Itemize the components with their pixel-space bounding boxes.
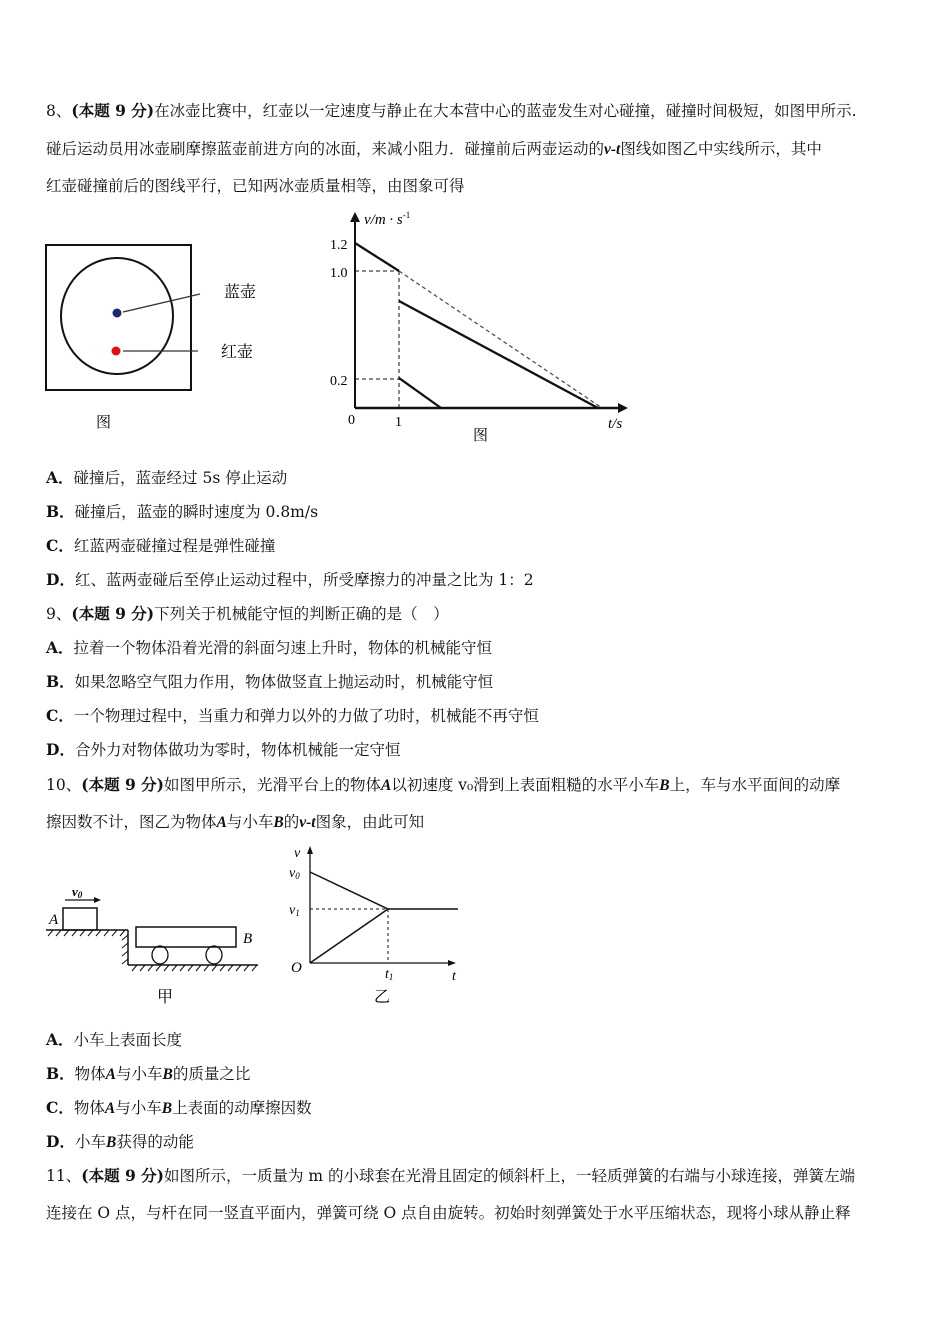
variable: B bbox=[659, 777, 670, 794]
option-text: 的质量之比 bbox=[172, 1065, 251, 1083]
question-score: (本题 9 分) bbox=[81, 1166, 164, 1185]
q10-option-d[interactable] bbox=[46, 1132, 194, 1153]
blue-leader-line bbox=[123, 294, 200, 312]
cart-b bbox=[136, 927, 236, 947]
red-stone-before-line bbox=[355, 243, 399, 271]
figure-caption: 乙 bbox=[374, 989, 391, 1006]
x-axis-arrow bbox=[618, 403, 628, 413]
block-a bbox=[63, 908, 97, 930]
figure-caption: 图 bbox=[473, 428, 489, 444]
q10-option-a[interactable] bbox=[46, 1030, 182, 1050]
y-tick-1.2: 1.2 bbox=[330, 238, 348, 253]
rink-square bbox=[46, 245, 191, 390]
q8-option-d[interactable] bbox=[46, 570, 534, 590]
variable: v-t bbox=[604, 141, 621, 158]
red-stone bbox=[112, 347, 121, 356]
question-score: (本题 9 分) bbox=[81, 775, 164, 794]
q9-stem bbox=[46, 604, 449, 624]
q10-stem-line1 bbox=[46, 775, 840, 796]
q8-option-a[interactable] bbox=[46, 468, 287, 488]
y-axis-arrow bbox=[350, 212, 360, 222]
t1-tick: t1 bbox=[385, 967, 394, 982]
y-tick-0.2: 0.2 bbox=[330, 374, 348, 389]
variable: B bbox=[162, 1066, 173, 1083]
q11-stem-line2: 连接在 O 点，与杆在同一竖直平面内，弹簧可绕 O 点自由旋转。初始时刻弹簧处于水平压缩状态，现将小球从静止释 bbox=[46, 1204, 851, 1222]
block-a-line bbox=[310, 872, 388, 909]
vt-graph-curling bbox=[330, 210, 628, 444]
x-tick-1: 1 bbox=[395, 415, 402, 430]
cart-wheel bbox=[206, 946, 222, 964]
stem-text: 如图所示，一质量为 m 的小球套在光滑且固定的倾斜杆上，一轻质弹簧的右端与小球连接，弹簧左端 bbox=[163, 1167, 856, 1185]
question-number: 8、 bbox=[46, 102, 72, 120]
option-text: 碰撞后，蓝壶经过 5s 停止运动 bbox=[73, 469, 288, 487]
q11-stem-line1 bbox=[46, 1166, 855, 1186]
question-score: (本题 9 分) bbox=[71, 604, 155, 623]
option-letter: B． bbox=[46, 672, 75, 691]
stem-text: 下列关于机械能守恒的判断正确的是（ ） bbox=[154, 605, 449, 623]
y-axis-label: $v/m \cdot s^{-1}$ bbox=[364, 210, 411, 228]
red-extension-dashed bbox=[399, 271, 602, 408]
question-number: 11、 bbox=[46, 1167, 82, 1185]
option-letter: B． bbox=[46, 502, 75, 521]
cart-wheel bbox=[152, 946, 168, 964]
variable: v-t bbox=[299, 814, 316, 831]
blue-stone-after-line bbox=[399, 301, 598, 408]
option-text: 红蓝两壶碰撞过程是弹性碰撞 bbox=[73, 537, 276, 555]
q10-option-b[interactable] bbox=[46, 1064, 250, 1085]
stem-text: 以初速度 v₀滑到上表面粗糙的水平小车 bbox=[391, 776, 660, 794]
option-text: 碰撞后，蓝壶的瞬时速度为 0.8m/s bbox=[74, 503, 319, 521]
question-number: 9、 bbox=[46, 605, 72, 623]
option-text: 红、蓝两壶碰后至停止运动过程中，所受摩擦力的冲量之比为 1：2 bbox=[74, 571, 534, 589]
blue-stone bbox=[113, 309, 122, 318]
option-text: 合外力对物体做功为零时，物体机械能一定守恒 bbox=[74, 741, 401, 759]
option-letter: D． bbox=[46, 740, 75, 759]
q10-stem-line2 bbox=[46, 812, 424, 833]
option-text: 物体 bbox=[74, 1065, 106, 1083]
stem-text: 上，车与水平面间的动摩 bbox=[669, 776, 841, 794]
stem-text: 如图甲所示，光滑平台上的物体 bbox=[163, 776, 381, 794]
q10-option-c[interactable] bbox=[46, 1098, 312, 1119]
stem-text: 擦因数不计，图乙为物体 bbox=[46, 813, 217, 831]
x-tick-0: 0 bbox=[348, 413, 355, 428]
variable: A bbox=[105, 1066, 116, 1083]
option-letter: D． bbox=[46, 570, 75, 589]
variable: B bbox=[161, 1100, 173, 1117]
block-cart-figure bbox=[46, 884, 258, 1006]
q8-option-c[interactable] bbox=[46, 536, 275, 556]
option-letter: C． bbox=[46, 1098, 74, 1117]
stem-text: 碰后运动员用冰壶刷摩擦蓝壶前进方向的冰面，来减小阻力．碰撞前后两壶运动的 bbox=[46, 140, 605, 158]
option-letter: B． bbox=[46, 1064, 75, 1083]
q9-option-c[interactable] bbox=[46, 706, 539, 726]
q8-option-b[interactable] bbox=[46, 502, 318, 522]
variable: A bbox=[381, 777, 392, 794]
blue-stone-label: 蓝壶 bbox=[224, 284, 257, 301]
red-stone-label: 红壶 bbox=[221, 344, 254, 361]
origin-label: O bbox=[291, 960, 302, 976]
variable: B bbox=[273, 814, 284, 831]
v0-tick: v0 bbox=[289, 866, 300, 881]
stem-text: 的 bbox=[283, 813, 300, 831]
q9-option-a[interactable] bbox=[46, 638, 492, 658]
option-letter: D． bbox=[46, 1132, 75, 1151]
stem-text: 与小车 bbox=[226, 813, 274, 831]
question-score: (本题 9 分) bbox=[71, 101, 155, 120]
x-axis-label: t bbox=[452, 969, 456, 984]
stem-text: 图象，由此可知 bbox=[315, 813, 425, 831]
option-text: 小车上表面长度 bbox=[73, 1031, 183, 1049]
option-text: 小车 bbox=[74, 1133, 106, 1151]
curling-house-figure bbox=[46, 245, 256, 431]
y-tick-1.0: 1.0 bbox=[330, 266, 348, 281]
option-text: 一个物理过程中，当重力和弹力以外的力做了功时，机械能不再守恒 bbox=[73, 707, 539, 725]
label-b: B bbox=[243, 931, 253, 947]
figure-caption: 甲 bbox=[157, 989, 174, 1006]
vt-graph-block-cart bbox=[289, 846, 458, 1006]
variable: A bbox=[216, 814, 227, 831]
v1-tick: v1 bbox=[289, 903, 300, 918]
red-stone-after-line bbox=[399, 378, 441, 408]
option-letter: A． bbox=[46, 1030, 74, 1049]
option-text: 物体 bbox=[73, 1099, 105, 1117]
q9-option-d[interactable] bbox=[46, 740, 400, 760]
stem-text: 图线如图乙中实线所示，其中 bbox=[620, 140, 822, 158]
cart-b-line bbox=[310, 909, 388, 963]
y-axis-label: v bbox=[294, 846, 301, 861]
variable: B bbox=[105, 1134, 117, 1151]
option-text: 与小车 bbox=[115, 1099, 162, 1117]
option-text: 获得的动能 bbox=[116, 1133, 194, 1151]
option-letter: C． bbox=[46, 536, 74, 555]
q9-option-b[interactable] bbox=[46, 672, 493, 692]
option-letter: A． bbox=[46, 638, 74, 657]
figure-caption: 图 bbox=[96, 415, 112, 431]
q8-stem-line3: 红壶碰撞前后的图线平行，已知两冰壶质量相等，由图象可得 bbox=[46, 177, 465, 195]
question-number: 10、 bbox=[46, 776, 82, 794]
x-axis-label: t/s bbox=[608, 416, 623, 432]
option-text: 如果忽略空气阻力作用，物体做竖直上抛运动时，机械能守恒 bbox=[74, 673, 494, 691]
label-a: A bbox=[49, 912, 59, 928]
variable: A bbox=[104, 1100, 116, 1117]
stem-text: 在冰壶比赛中，红壶以一定速度与静止在大本营中心的蓝壶发生对心碰撞，碰撞时间极短，如图甲所示. bbox=[154, 102, 857, 120]
option-text: 与小车 bbox=[115, 1065, 163, 1083]
option-text: 拉着一个物体沿着光滑的斜面匀速上升时，物体的机械能守恒 bbox=[73, 639, 493, 657]
option-text: 上表面的动摩擦因数 bbox=[172, 1099, 312, 1117]
option-letter: C． bbox=[46, 706, 74, 725]
option-letter: A． bbox=[46, 468, 74, 487]
v0-label: v0 bbox=[72, 884, 83, 900]
